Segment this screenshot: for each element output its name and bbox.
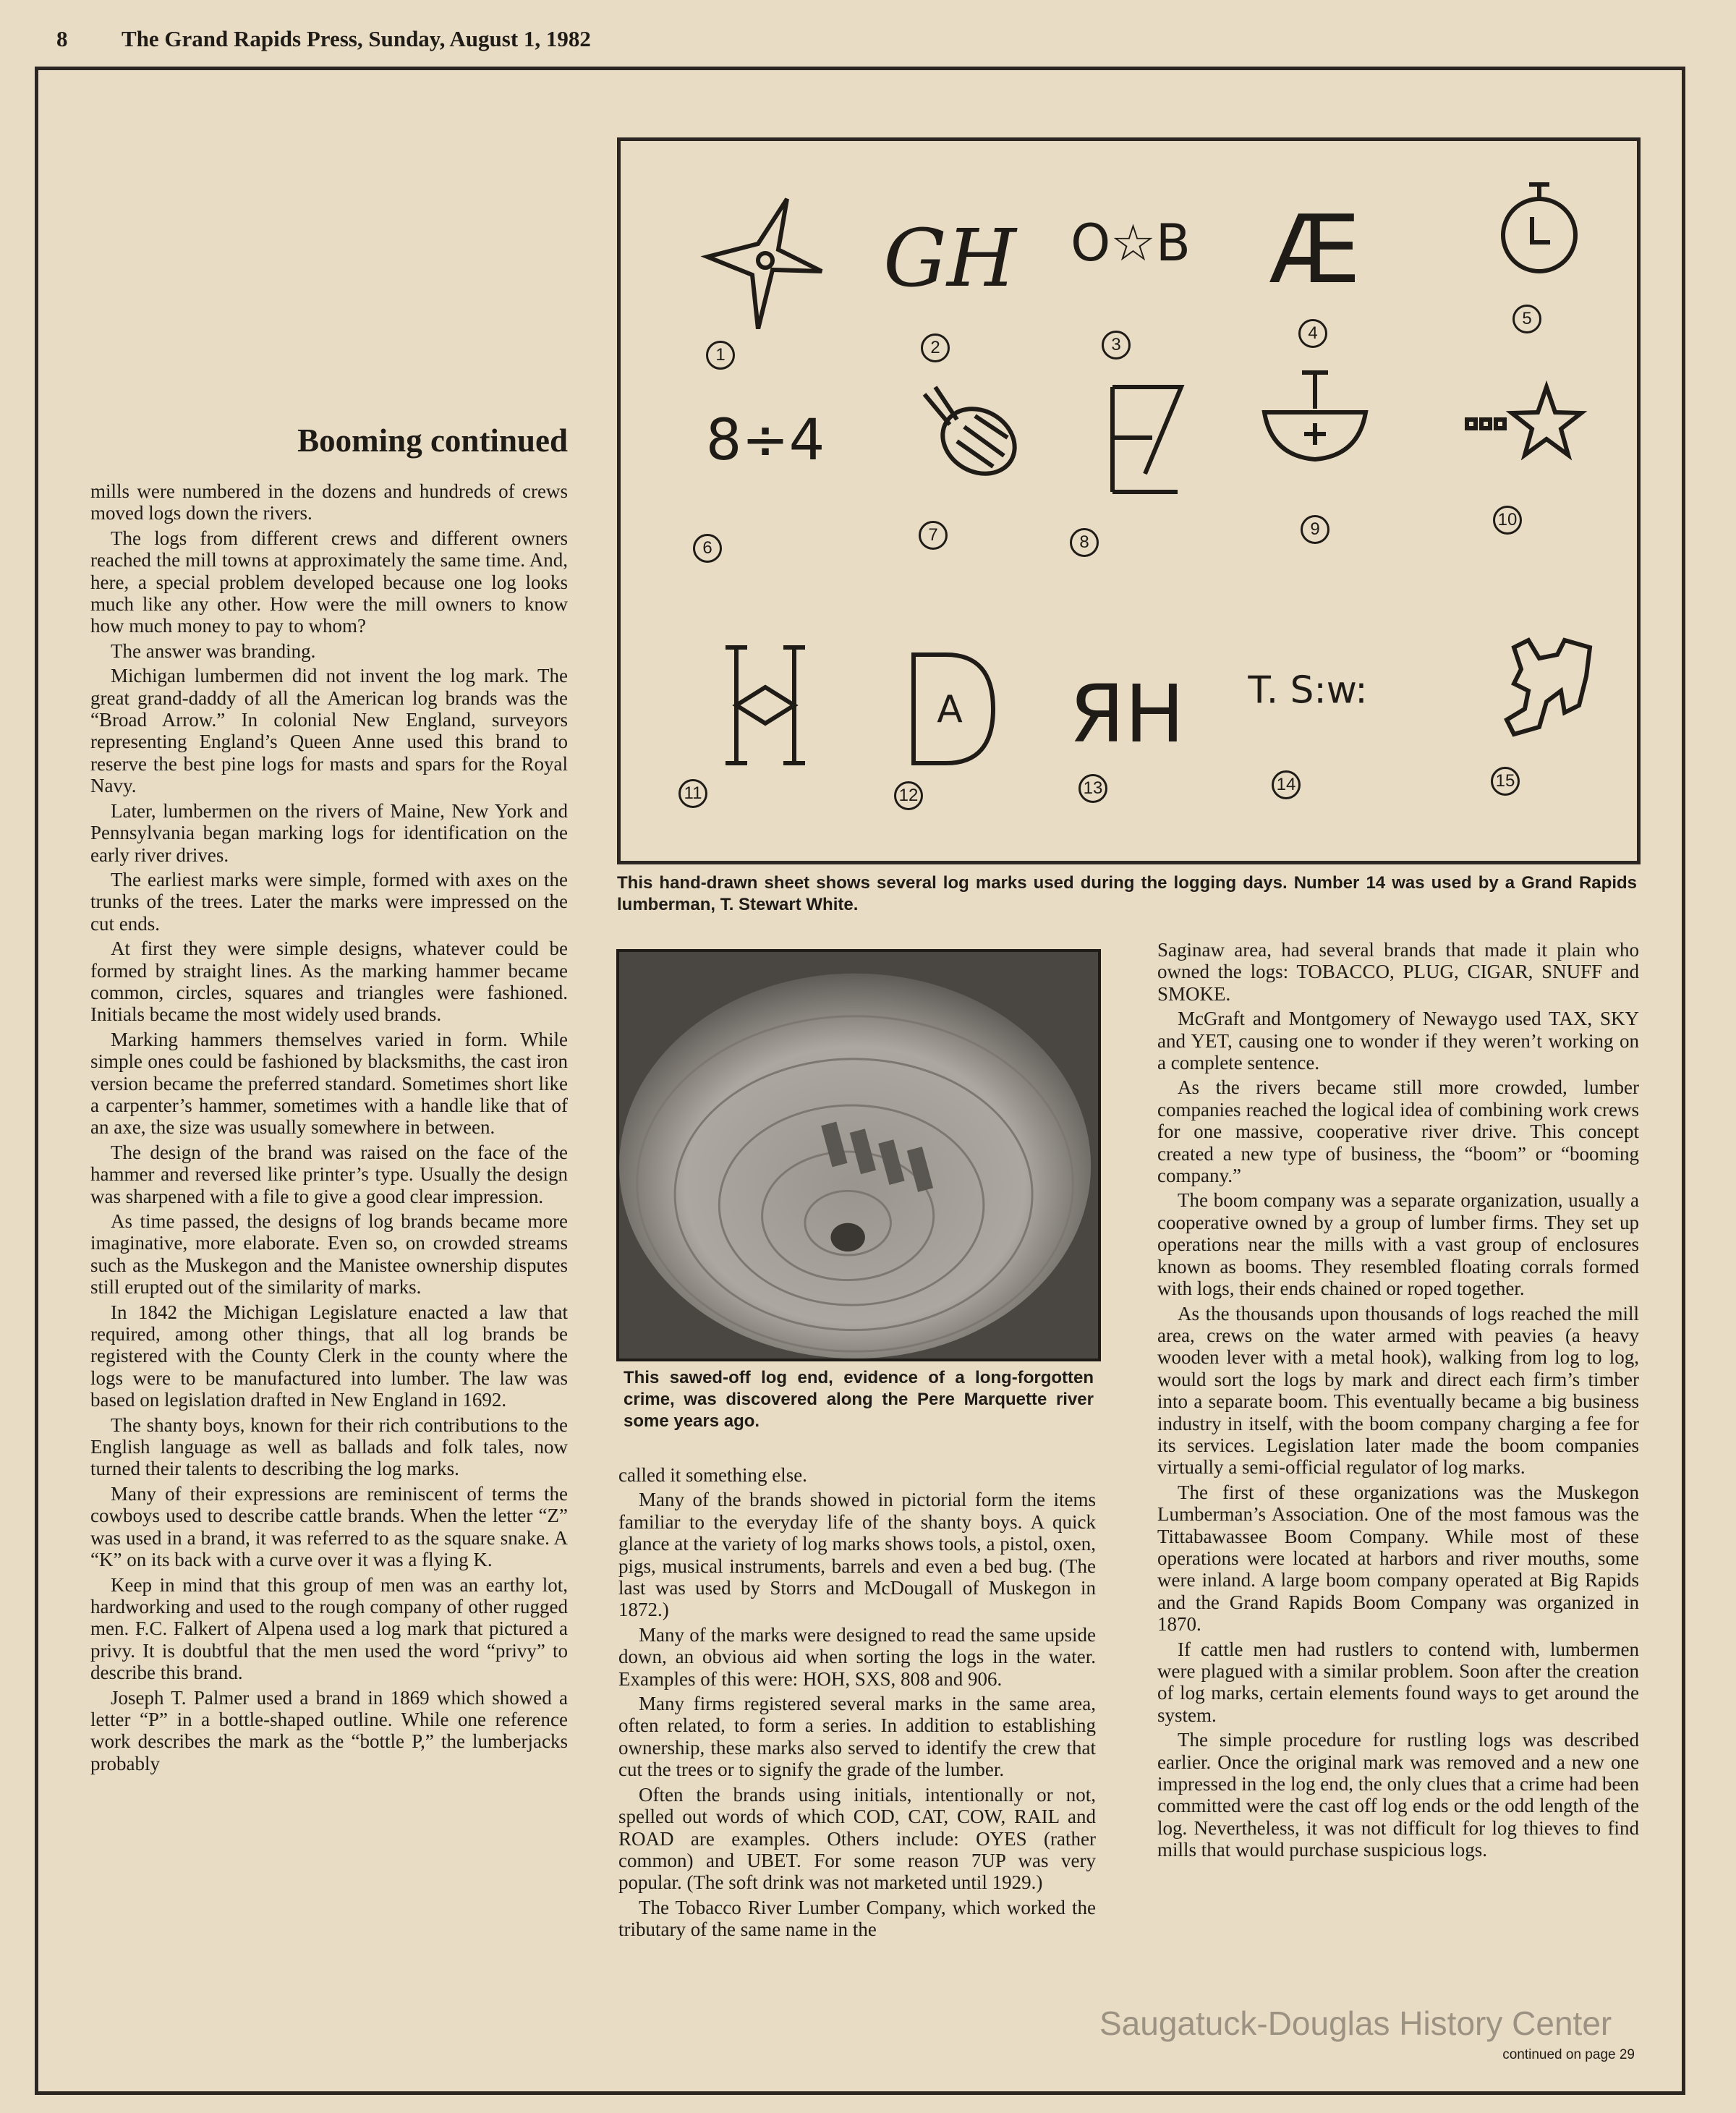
mark-number: 14: [1272, 770, 1301, 799]
paragraph: Many firms registered several marks in the same area, often related, to form a series. In addition to establishing ownership, these marks also served to identify the crew that cut the trees or to signify the grade of the lumber.: [618, 1693, 1096, 1781]
mark-number: 6: [693, 534, 722, 563]
mark-15-squiggle-icon: [1471, 618, 1615, 763]
marks-figure-caption: This hand-drawn sheet shows several log marks used during the logging days. Number 14 was used by a Grand Rapids lumberman, T. Stewart White.: [617, 873, 1637, 914]
mark-number: 11: [678, 779, 707, 808]
mark-number: 10: [1493, 506, 1522, 535]
paragraph: mills were numbered in the dozens and hundreds of crews moved logs down the rivers.: [90, 480, 568, 524]
paragraph: Michigan lumbermen did not invent the log mark. The great grand-daddy of all the American log brands was the “Broad Arrow.” In colonial New England, surveyors representing England’s Queen Anne used this brand to reserve the best pine logs for masts and spars for the Royal Navy.: [90, 665, 568, 797]
mark-number: 15: [1491, 767, 1520, 796]
mark-number: 8: [1070, 528, 1099, 557]
paragraph: The design of the brand was raised on the face of the hammer and reversed like printer’s type. Usually the design was sharpened with a file to give a good clear impression.: [90, 1141, 568, 1207]
paragraph: At first they were simple designs, whatever could be formed by straight lines. As the marking hammer became common, circles, squares and triangles were fashioned. Initials became the most widely used brands.: [90, 938, 568, 1026]
paragraph: Many of their expressions are reminiscent of terms the cowboys used to describe cattle brands. When the letter “Z” was used in a brand, it was referred to as the square snake. A “K” on its back with a curve over it was a flying K.: [90, 1482, 568, 1571]
watermark: Saugatuck-Douglas History Center: [1099, 2004, 1612, 2042]
continued-note: continued on page 29: [1502, 2047, 1635, 2062]
paragraph: If cattle men had rustlers to contend with, lumbermen were plagued with a similar problem. Soon after the creation of log marks, certain elements found ways to get around the system.: [1157, 1638, 1639, 1726]
paragraph: Many of the brands showed in pictorial form the items familiar to the everyday life of the shanty boys. A quick glance at the variety of log marks shows tools, a pistol, oxen, pigs, musical instruments, barrels and even a bed bug. (The last was used by Storrs and McDougall of Muskegon in 1872.): [618, 1489, 1096, 1621]
paragraph: The earliest marks were simple, formed with axes on the trunks of the trees. Later the marks were impressed on the cut ends.: [90, 868, 568, 935]
mark-10-star-icon: [1452, 351, 1597, 496]
paragraph: As the rivers became still more crowded, lumber companies reached the logical idea of combining work crews for one massive, cooperative river drive. This concept created a new type of business, the “boom” or “booming company.”: [1157, 1076, 1639, 1187]
mark-number: 1: [706, 341, 735, 370]
mark-3: [1058, 170, 1203, 315]
paragraph: In 1842 the Michigan Legislature enacted a law that required, among other things, that all log brands be registered with the County Clerk in the county where the logs were to be manufactured into lumber. The law was based on legislation drafted in New England in 1692.: [90, 1301, 568, 1411]
mark-4: [1243, 170, 1387, 315]
mark-3-text: O☆B: [1071, 213, 1191, 273]
paragraph: called it something else.: [618, 1464, 807, 1486]
paragraph: The first of these organizations was the Muskegon Lumberman’s Association. One of the most famous was the Tittabawassee Boom Company. While most of these operations were located at harbors and river mouths, some were inland. A large boom company operated at Big Rapids and the Grand Rapids Boom Company was organized in 1870.: [1157, 1481, 1639, 1636]
paragraph: Many of the marks were designed to read the same upside down, an obvious aid when sorting the logs in the water. Examples of this were: HOH, SXS, 808 and 906.: [618, 1623, 1096, 1690]
mark-13-text: ЯH: [1069, 668, 1185, 760]
mark-2: [877, 184, 1022, 329]
paragraph: Often the brands using initials, intentionally or not, spelled out words of which COD, CAT, COW, RAIL and ROAD are examples. Others include: OYES (rather common) and UBET. For some reason 7UP was very popular. (The soft drink was not marketed until 1929.): [618, 1783, 1096, 1894]
mark-8: [1073, 365, 1217, 510]
paragraph: Marking hammers themselves varied in form. While simple ones could be fashioned by blacksmiths, the cast iron version became the preferred standard. Sometimes short like a carpenter’s hammer, sometimes with a handle like that of an axe, the size was usually somewhere in between.: [90, 1028, 568, 1139]
column-2: [618, 1464, 1096, 1944]
column-1: [90, 480, 568, 1777]
paragraph: Keep in mind that this group of men was an earthy lot, hardworking and used to the rough company of other rugged men. F.C. Falkert of Alpena used a log mark that pictured a privy. It is doubtful that the men used the word “privy” to describe this brand.: [90, 1573, 568, 1684]
mark-number: 5: [1512, 305, 1541, 333]
paragraph: The simple procedure for rustling logs was described earlier. Once the original mark was removed and a new one impressed in the log end, the only clues that a crime had been committed were the cast off log ends or the odd length of the log. Nevertheless, it was not difficult for log thieves to find mills that would purchase suspicious logs.: [1157, 1729, 1639, 1861]
mark-14-text: T. S:w:: [1248, 668, 1368, 713]
paragraph: The Tobacco River Lumber Company, which worked the tributary of the same name in the: [618, 1896, 1096, 1941]
masthead: [56, 26, 997, 52]
mark-number: 13: [1078, 774, 1107, 803]
mark-7-racket-icon: [895, 358, 1040, 503]
paragraph: Saginaw area, had several brands that made it plain who owned the logs: TOBACCO, PLUG, CIGAR, SNUFF and SMOKE.: [1157, 939, 1639, 1005]
mark-12-text: A: [937, 688, 963, 731]
mark-2-text: GH: [883, 212, 1016, 305]
masthead-title: The Grand Rapids Press, Sunday, August 1, 1982: [122, 26, 591, 51]
paragraph: The boom company was a separate organization, usually a cooperative owned by a group of lumber firms. They set up operations near the mills with a vast group of enclosures known as booms. They resembled floating corrals formed with logs, their ends chained or roped together.: [1157, 1189, 1639, 1300]
page-number: 8: [56, 26, 68, 51]
paragraph: The shanty boys, known for their rich contributions to the English language as well as ballads and folk tales, now turned their talents to describing the log marks.: [90, 1413, 568, 1480]
mark-number: 4: [1298, 319, 1327, 348]
headline: Booming continued: [297, 422, 568, 459]
mark-9-boat-icon: [1243, 358, 1387, 503]
paragraph: Joseph T. Palmer used a brand in 1869 which showed a letter “P” in a bottle-shaped outline. While one reference work describes the mark as the “bottle P,” the lumberjacks probably: [90, 1686, 568, 1774]
mark-11: [693, 633, 838, 778]
mark-number: 2: [921, 333, 950, 362]
mark-14: [1235, 618, 1380, 763]
mark-number: 7: [919, 521, 948, 550]
mark-number: 9: [1301, 515, 1329, 544]
mark-5-stopwatch-icon: [1474, 163, 1619, 307]
mark-12: [877, 633, 1022, 778]
paragraph: As time passed, the designs of log brands became more imaginative, more elaborate. Even so, on crowded streams such as the Muskegon and the Manistee ownership disputes still erupted out of the similarity of marks.: [90, 1210, 568, 1298]
paragraph: Later, lumbermen on the rivers of Maine, New York and Pennsylvania began marking logs for identification on the early river drives.: [90, 799, 568, 866]
mark-11-text: H: [765, 774, 766, 775]
mark-6-text: 8÷4: [705, 408, 825, 473]
log-marks-figure: [617, 137, 1641, 864]
mark-13: [1055, 633, 1199, 778]
mark-1-star-icon: [693, 184, 838, 329]
paragraph: The answer was branding.: [111, 639, 316, 662]
log-end-photo: [616, 949, 1101, 1361]
mark-number: 3: [1102, 331, 1131, 360]
mark-number: 12: [894, 781, 923, 810]
mark-4-text: Æ: [1269, 195, 1361, 305]
column-3: [1157, 939, 1639, 1864]
paragraph: McGraft and Montgomery of Newaygo used TAX, SKY and YET, causing one to wonder if they weren’t working on a complete sentence.: [1157, 1008, 1639, 1074]
photo-caption: This sawed-off log end, evidence of a long-forgotten crime, was discovered along the Pere Marquette river some years ago.: [624, 1368, 1094, 1431]
paragraph: The logs from different crews and different owners reached the mill towns at approximately the same time. And, here, a special problem developed because one log looks much like any other. How were the mill owners to know how much money to pay to whom?: [90, 527, 568, 637]
paragraph: As the thousands upon thousands of logs reached the mill area, crews on the water armed with peavies (a heavy wooden lever with a metal hook), walking from log to log, would sort the logs by mark and direct each firm’s timber into a separate boom. This eventually became a big business industry in itself, with the boom company charging a fee for its services. Legislation later made the boom companies virtually a semi-official regulator of log marks.: [1157, 1302, 1639, 1479]
mark-6: [693, 365, 838, 510]
